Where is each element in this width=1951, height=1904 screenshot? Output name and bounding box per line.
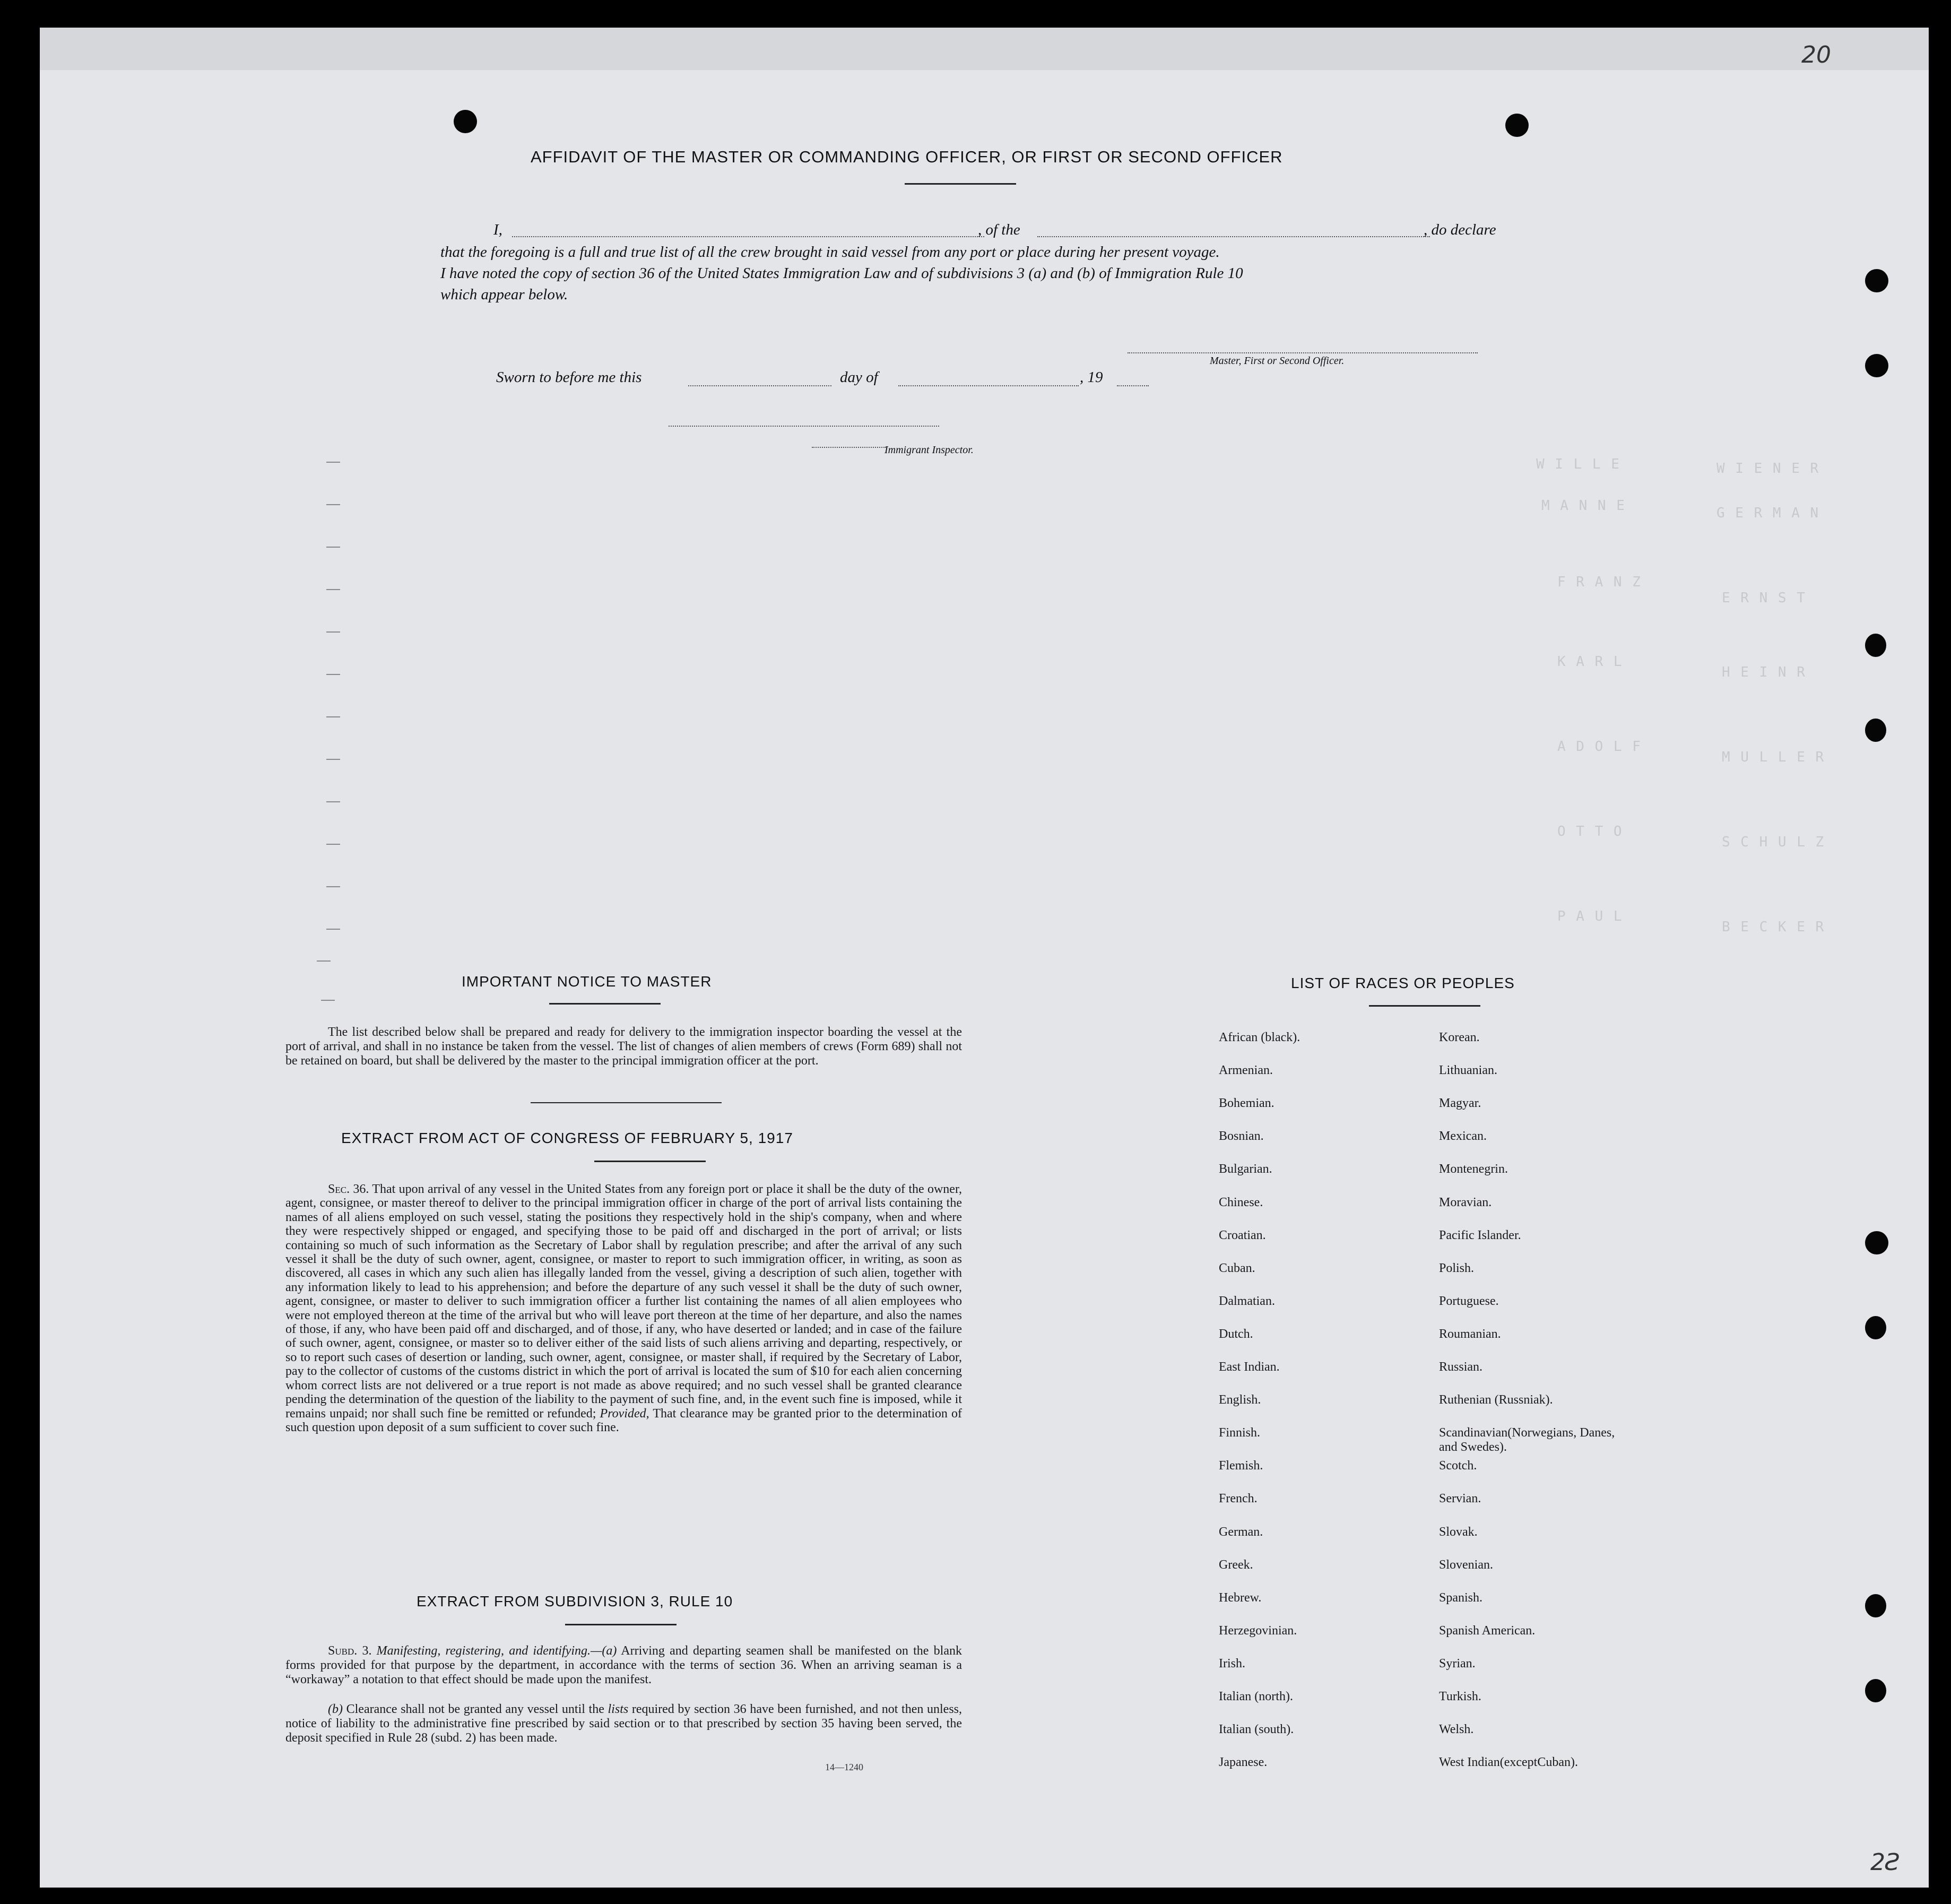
race-item: Bulgarian. (1219, 1162, 1272, 1176)
race-item: Herzegovinian. (1219, 1624, 1297, 1638)
affidavit-intro: I, (493, 221, 502, 238)
race-item: Servian. (1439, 1492, 1481, 1505)
race-item: Bosnian. (1219, 1129, 1264, 1143)
race-item: Dalmatian. (1219, 1294, 1275, 1308)
race-item: Russian. (1439, 1360, 1483, 1374)
handwritten-mark: 2Ƨ (1870, 1849, 1900, 1876)
race-item: Cuban. (1219, 1261, 1255, 1275)
race-item: Finnish. (1219, 1426, 1261, 1440)
provided-label: Provided, (600, 1406, 649, 1421)
notice-text: The list described below shall be prepared and ready for delivery to the immigration inspector boarding the vessel at the port of arrival, and shall in no instance be taken from the vessel. The list of changes of alien members of crews (Form 689) shall not be retained on board, but shall be delivered by the master to the principal immigration officer at the port. (285, 1025, 962, 1068)
race-item: Polish. (1439, 1261, 1475, 1275)
document-page: W I L L E M A N N E W I E N E R G E R M A N F R A N Z E R N S T K A R L H E I N R A D O L F M U L L E R O T T O S C H U L Z P A U L B E C K E R 20 2Ƨ AFFIDAVIT OF THE MASTER OR COMMANDING OFFICER, OR FIRST OR SECOND OFFICER I, , of the , do declare that the foregoing is a full and true list of all the crew brought in said vessel from any port or place during her present voyage. I have noted the copy of section 36 of the United States Immigration Law and of subdivisions 3 (a) and (b) of Immigration Rule 10 which appear below. Master, First or Second Officer. Sworn to before me this day of , 19 Immigrant Inspector. IMPORTANT NOTICE TO MASTER The list described below shall be prepared and ready for delivery to the immigration inspector boarding the vessel at the port of arrival, and shall in no instance be taken from the vessel. The list of changes of alien members of crews (Form 689) shall not be retained on board, but shall be delivered by the master to the principal immigration officer at the port. EXTRACT FROM ACT OF CONGRESS OF FEBRUARY 5, 1917 Sec. 36. That upon arrival of any vessel in the United States from any foreign port or place it shall be the duty of the owner, agent, consignee, or master thereof to deliver to the principal immigration officer in charge of the port of arrival lists containing the names of all aliens employed on such vessel, stating the positions they respectively hold in the ship's company, when and where they were respectively shipped or engaged, and specifying those to be paid off and discharged in the port of arrival; or lists containing so much of such information as the Secretary of Labor shall by regulation prescribe; and after the arrival of any such vessel it shall be the duty of such owner, agent, consignee, or master to report to such immigration officer, in writing, as soon as discovered, all cases in which any such alien has illegally landed from the vessel, giving a description of such alien, together with any information likely to lead to his apprehension; and before the departure of any such vessel it shall be the duty of such owner, agent, consignee, or master to deliver to such immigration officer a further list containing the names of all alien employees who were not employed thereon at the time of the arrival but who will leave port thereon at the time of her departure, and also the names of those, if any, who have been paid off and discharged, and of those, if any, who have deserted or landed; and in case of the failure of such owner, agent, consignee, or master so to deliver either of the said lists of such aliens arriving and departing, respectively, or so to report such cases of desertion or landing, such owner, agent, consignee, or master shall, if required by the Secretary of Labor, pay to the collector of customs of the customs district in which the port of arrival is located the sum of $10 for each alien concerning whom correct lists are not delivered or a true report is not made as above required; and no such vessel shall be granted clearance pending the determination of the question of the liability to the payment of such fine, and, in the event such fine is imposed, while it remains unpaid; nor shall such fine be remitted or refunded; Provided, That clearance may be granted prior to the determination of such question upon deposit of a sum sufficient to cover such fine. EXTRACT FROM SUBDIVISION 3, RULE 10 Subd. 3. Manifesting, registering, and identifying.—(a) Arriving and departing seamen shall be manifested on the blank forms provided for that purpose by the department, in accordance with the terms of section 36. When an arriving seaman is a “workaway” a notation to that effect should be made upon the manifest. (b) Clearance shall not be granted any vessel until the lists required by section 36 have been furnished, and not then unless, notice of liability to the administrative fine prescribed by said section or to that prescribed by section 35 having been served, the deposit specified in Rule 28 (subd. 2) has been made. 14—1240 LIST OF RACES OR PEOPLES African (black). Armenian. Bohemian. Bosnian. Bulgarian. Chinese. Croatian. Cuban. Dalmatian. Dutch. East Indian. English. Finnish. Flemish. French. German. Greek. Hebrew. Herzegovinian. Irish. Italian (north). Italian (south). Japanese. Korean. Lithuanian. Magyar. Mexican. Montenegrin. Moravian. Pacific Islander. Polish. Portuguese. Roumanian. Russian. Ruthenian (Russniak). Scandinavian(Norwegians, Danes, and Swedes). Scotch. Servian. Slovak. Slovenian. Spanish. Spanish American. Syrian. Turkish. Welsh. West Indian(exceptCuban). (40, 28, 1929, 1888)
race-item: Portuguese. (1439, 1294, 1499, 1308)
inspector-signature-top-line (669, 426, 939, 427)
race-item: Hebrew. (1219, 1591, 1262, 1605)
race-item: Moravian. (1439, 1196, 1492, 1209)
race-item: Scotch. (1439, 1459, 1477, 1473)
handwritten-page-number: 20 (1801, 41, 1831, 68)
race-item: Armenian. (1219, 1063, 1273, 1077)
race-item: German. (1219, 1525, 1263, 1539)
subdivision-heading: Manifesting, registering, and identifying.—(a) (376, 1644, 617, 1658)
race-item: Welsh. (1439, 1723, 1474, 1736)
subdivision-b-text-2: required by section 36 have been furnished, and not then unless, notice of liability to the administrative fine prescribed by said section or to that prescribed by section 35 having been served, the deposit specified in Rule 28 (subd. 2) has been made. (285, 1702, 963, 1745)
sworn-text: Sworn to before me this (496, 369, 642, 386)
punch-hole (1865, 634, 1886, 657)
race-item: Italian (south). (1219, 1723, 1294, 1736)
sworn-day-of: day of (840, 369, 878, 386)
race-item: Mexican. (1439, 1129, 1487, 1143)
master-signature-line (1128, 352, 1478, 353)
race-item: Magyar. (1439, 1096, 1481, 1110)
race-item: Scandinavian(Norwegians, Danes, and Swedes). (1439, 1426, 1615, 1454)
master-signature-label: Master, First or Second Officer. (1210, 355, 1345, 367)
race-item: Greek. (1219, 1558, 1253, 1572)
race-item: Ruthenian (Russniak). (1439, 1393, 1553, 1407)
race-item: Roumanian. (1439, 1327, 1501, 1341)
race-item: Spanish American. (1439, 1624, 1536, 1638)
extract-act-title-rule (594, 1161, 706, 1162)
punch-hole (1865, 719, 1886, 742)
section-label: Sec. 36. (328, 1182, 369, 1196)
punch-hole (1865, 1594, 1886, 1617)
affidavit-of-the: , of the (978, 221, 1020, 238)
provided-text: That clearance may be granted prior to the determination of such question upon deposit of a sum sufficient to cover such fine. (285, 1406, 963, 1434)
notice-title-rule (549, 1003, 661, 1005)
races-title-rule (1369, 1005, 1480, 1007)
subdivision-b-label: (b) (328, 1702, 343, 1716)
punch-hole (1865, 269, 1888, 292)
subdivision-label: Subd. 3. (328, 1644, 372, 1658)
race-item: Slovak. (1439, 1525, 1478, 1539)
form-number: 14—1240 (825, 1762, 863, 1772)
punch-hole (1865, 1679, 1886, 1702)
extract-rule-subd-a (285, 1644, 962, 1687)
race-item: English. (1219, 1393, 1261, 1407)
extract-rule-title-rule (565, 1624, 677, 1625)
sworn-day-line (688, 385, 831, 386)
extract-act-text (285, 1182, 962, 1434)
races-title: LIST OF RACES OR PEOPLES (1291, 975, 1515, 991)
inspector-signature-line (812, 447, 886, 448)
race-item: Dutch. (1219, 1327, 1253, 1341)
extract-rule-subd-b (285, 1702, 962, 1745)
race-item: Spanish. (1439, 1591, 1483, 1605)
punch-hole (1865, 354, 1888, 377)
affidavit-line-3: I have noted the copy of section 36 of the United States Immigration Law and of subdivisions 3 (a) and (b) of Immigration Rule 10 (440, 265, 1243, 282)
affidavit-line-2: that the foregoing is a full and true list of all the crew brought in said vessel from any port or place during her present voyage. (440, 244, 1220, 261)
affidavit-do-declare: , do declare (1424, 221, 1496, 238)
affidavit-title: AFFIDAVIT OF THE MASTER OR COMMANDING OFFICER, OR FIRST OR SECOND OFFICER (531, 148, 1283, 166)
affidavit-title-rule (905, 183, 1016, 185)
race-item: Italian (north). (1219, 1690, 1293, 1703)
extract-act-title: EXTRACT FROM ACT OF CONGRESS OF FEBRUARY 5, 1917 (341, 1130, 793, 1146)
subdivision-b-lists: lists (608, 1702, 629, 1716)
sworn-year-line (1117, 385, 1149, 386)
race-item: African (black). (1219, 1031, 1300, 1044)
race-item: Slovenian. (1439, 1558, 1493, 1572)
page-top-band (40, 28, 1929, 70)
race-item: Turkish. (1439, 1690, 1481, 1703)
race-item: Pacific Islander. (1439, 1228, 1521, 1242)
race-item: Irish. (1219, 1657, 1245, 1671)
affidavit-vessel-line (1037, 236, 1430, 237)
inspector-label: Immigrant Inspector. (885, 444, 974, 456)
section-36-text: That upon arrival of any vessel in the United States from any foreign port or place it shall be the duty of the owner, agent, consignee, or master thereof to deliver to the principal immigration officer in charge of the port of arrival lists containing the names of all aliens employed on such vessel, stating the positions they respectively hold in the ship's company, when and where they were respectively shipped or engaged, and specifying those to be paid off and discharged in the port of arrival; or lists containing so much of such information as the Secretary of Labor shall by regulation prescribe; and after the arrival of any such vessel it shall be the duty of such owner, agent, consignee, or master to report to such immigration officer, in writing, as soon as discovered, all cases in which any such alien has illegally landed from the vessel, giving a description of such alien, together with any information likely to lead to his apprehension; and before the departure of any such vessel it shall be the duty of such owner, agent, consignee, or master to deliver to such immigration officer a further list containing the names of all alien employees who were not employed thereon at the time of the arrival but who will leave port thereon at the time of her departure, and also the names of those, if any, who have been paid off and discharged, and of those, if any, who have deserted or landed; and in case of the failure of such owner, agent, consignee, or master so to deliver either of the said lists of such aliens arriving and departing, respectively, or so to report such cases of desertion or landing, such owner, agent, consignee, or master shall, if required by the Secretary of Labor, pay to the collector of customs of the customs district in which the port of arrival is located the sum of $10 for each alien concerning whom correct lists are not delivered or a true report is not made as above required; and no such vessel shall be granted clearance pending the determination of the question of the liability to the payment of such fine, and, in the event such fine is imposed, while it remains unpaid; nor shall such fine be remitted or refunded; (285, 1182, 962, 1421)
race-item: Montenegrin. (1439, 1162, 1508, 1176)
sworn-month-line (898, 385, 1079, 386)
race-item: West Indian(exceptCuban). (1439, 1755, 1578, 1769)
punch-hole (454, 110, 477, 133)
race-item: Bohemian. (1219, 1096, 1274, 1110)
race-item: Japanese. (1219, 1755, 1268, 1769)
sworn-year-prefix: , 19 (1080, 369, 1103, 386)
punch-hole (1505, 114, 1529, 137)
subdivision-b-text-1: Clearance shall not be granted any vessel until the (346, 1702, 604, 1716)
notice-title: IMPORTANT NOTICE TO MASTER (462, 973, 712, 990)
extract-rule-title: EXTRACT FROM SUBDIVISION 3, RULE 10 (417, 1593, 733, 1609)
race-item: Lithuanian. (1439, 1063, 1497, 1077)
race-item: East Indian. (1219, 1360, 1280, 1374)
punch-hole (1865, 1231, 1888, 1254)
race-item: Chinese. (1219, 1196, 1263, 1209)
punch-hole (1865, 1316, 1886, 1339)
affidavit-line-4: which appear below. (440, 286, 568, 303)
race-item: Syrian. (1439, 1657, 1476, 1671)
race-item: Flemish. (1219, 1459, 1263, 1473)
notice-divider (531, 1102, 722, 1103)
race-item: Korean. (1439, 1031, 1480, 1044)
race-item: Croatian. (1219, 1228, 1266, 1242)
race-item: French. (1219, 1492, 1258, 1505)
subdivision-a-text: Arriving and departing seamen shall be manifested on the blank forms provided for that purpose by the department, in accordance with the terms of section 36. When an arriving seaman is a “workaway” a notation to that effect should be made upon the manifest. (285, 1644, 962, 1686)
affidavit-name-line (512, 236, 984, 237)
